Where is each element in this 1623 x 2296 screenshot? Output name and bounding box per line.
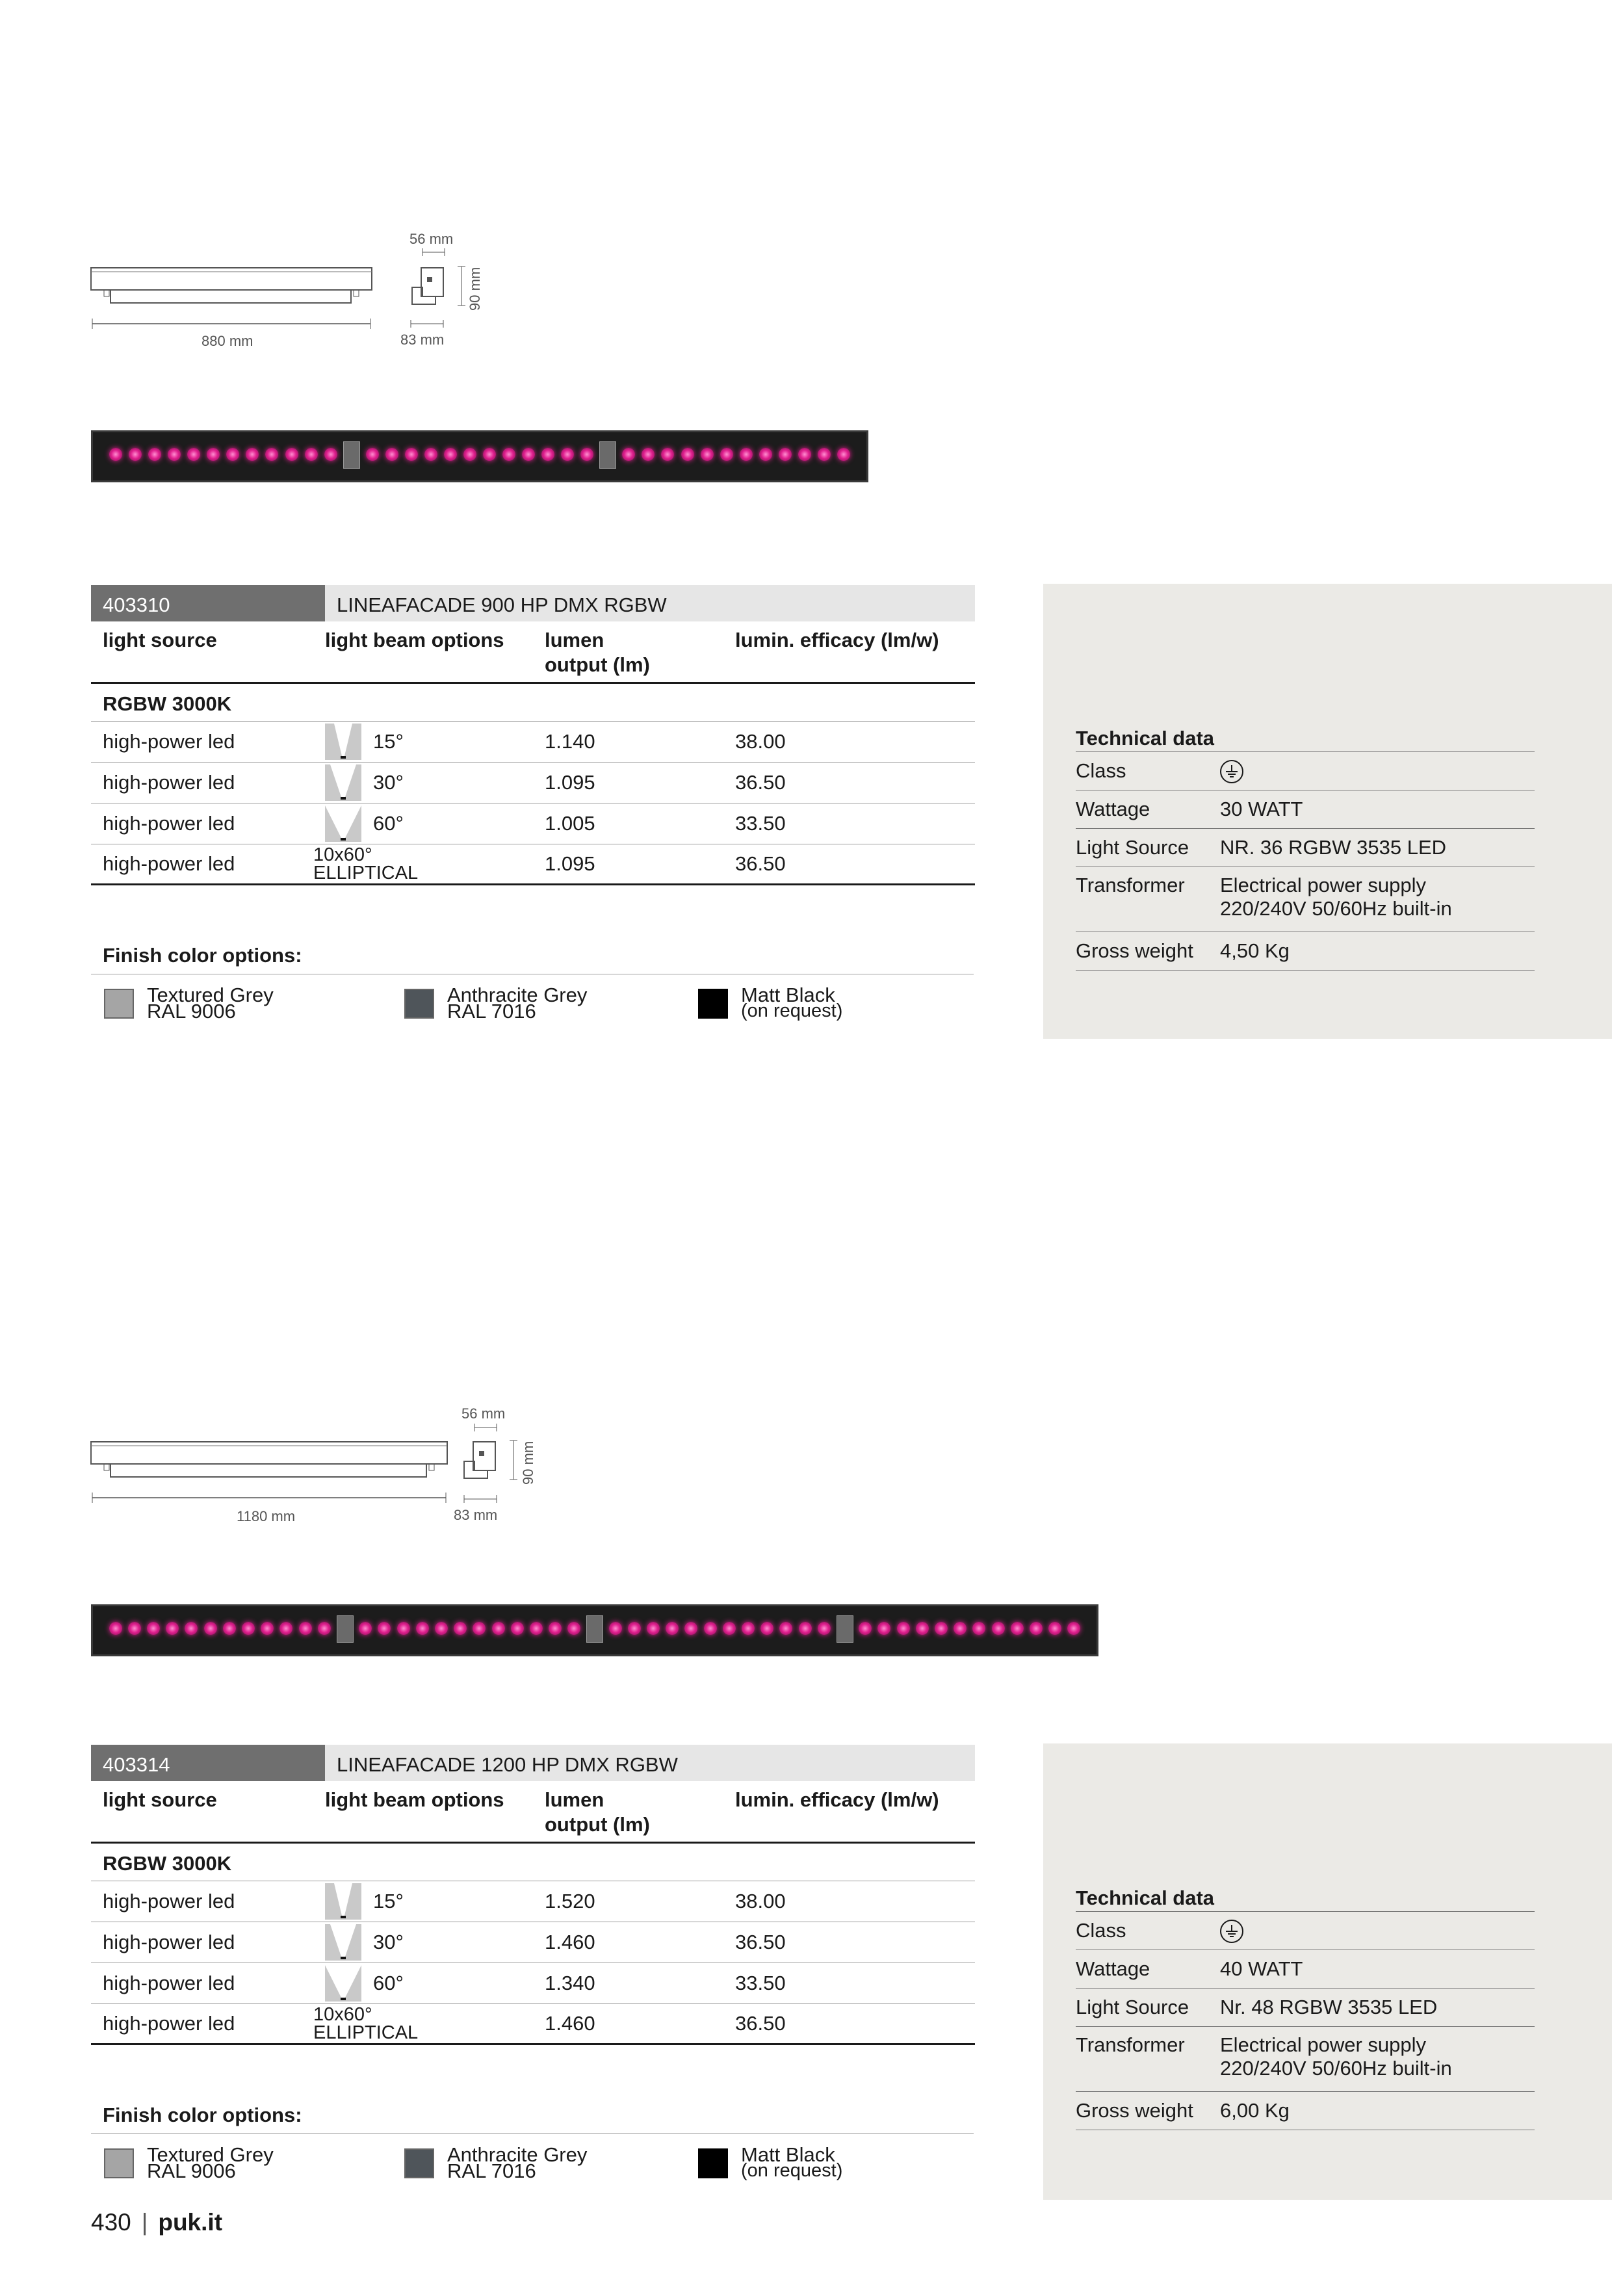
- led-dot: [720, 448, 733, 461]
- led-dot: [305, 448, 318, 461]
- led-dot: [1030, 1622, 1043, 1635]
- tech-class-label: Class: [1076, 759, 1126, 782]
- led-dot: [992, 1622, 1005, 1635]
- led-dot: [684, 1622, 697, 1635]
- beam-15-icon: [325, 1883, 361, 1920]
- drawing-width-label: 56 mm: [461, 1405, 506, 1422]
- earth-ground-icon: [1220, 760, 1243, 783]
- led-dot: [366, 448, 379, 461]
- table-row: [91, 722, 975, 763]
- table-row: [91, 1963, 975, 2004]
- row-source: high-power led: [103, 2012, 235, 2035]
- beam-30-icon: [325, 764, 361, 801]
- row-source: high-power led: [103, 1890, 235, 1912]
- drawing-depth-label: 83 mm: [454, 1507, 498, 1523]
- drawing-length-label: 880 mm: [201, 333, 253, 349]
- col-beam-options: light beam options: [325, 629, 504, 651]
- led-dot: [818, 1622, 831, 1635]
- tech-weight-label: Gross weight: [1076, 939, 1193, 962]
- led-dot: [642, 448, 655, 461]
- finish-label: Matt Black (on request): [741, 2143, 843, 2181]
- led-dot: [416, 1622, 429, 1635]
- row-lumen: 1.095: [545, 852, 595, 875]
- led-dot: [492, 1622, 505, 1635]
- tech-title: Technical data: [1076, 1885, 1535, 1912]
- col-lumen-output: lumen output (lm): [545, 1788, 650, 1836]
- finish-label: Matt Black (on request): [741, 984, 843, 1021]
- led-connector: [837, 1615, 853, 1643]
- group-label: RGBW 3000K: [91, 1844, 975, 1881]
- led-dot: [530, 1622, 543, 1635]
- product-1-led-bar-photo: [91, 430, 868, 482]
- led-dot: [1067, 1622, 1080, 1635]
- table-row: [91, 844, 975, 885]
- led-dot: [444, 448, 457, 461]
- led-dot: [954, 1622, 967, 1635]
- tech-weight: 6,00 Kg: [1220, 2099, 1290, 2122]
- table-row: [91, 803, 975, 844]
- product-name: LINEAFACADE 900 HP DMX RGBW: [325, 585, 975, 621]
- col-efficacy: lumin. efficacy (lm/w): [735, 629, 939, 651]
- led-dot: [704, 1622, 717, 1635]
- led-connector: [599, 441, 616, 469]
- led-dot: [628, 1622, 641, 1635]
- tech-source: NR. 36 RGBW 3535 LED: [1220, 836, 1447, 859]
- table-row: [91, 2004, 975, 2045]
- site-link[interactable]: puk.it: [158, 2209, 223, 2236]
- row-efficacy: 33.50: [735, 1972, 786, 1994]
- tech-transformer-label: Transformer: [1076, 2033, 1185, 2056]
- beam-60-icon: [325, 1965, 361, 2002]
- table-row: [91, 1922, 975, 1963]
- group-label: RGBW 3000K: [91, 684, 975, 722]
- tech-class-label: Class: [1076, 1919, 1126, 1942]
- drawing-height-label: 90 mm: [467, 267, 483, 311]
- led-dot: [204, 1622, 217, 1635]
- row-efficacy: 36.50: [735, 771, 786, 794]
- led-dot: [740, 448, 753, 461]
- row-lumen: 1.460: [545, 2012, 595, 2035]
- finish-title: Finish color options:: [103, 2104, 302, 2126]
- drawing-width-label: 56 mm: [409, 231, 454, 247]
- row-efficacy: 38.00: [735, 1890, 786, 1912]
- led-dot: [359, 1622, 372, 1635]
- product-2-tech-data: [1076, 1885, 1535, 2130]
- tech-transformer-label: Transformer: [1076, 874, 1185, 896]
- led-dot: [580, 448, 593, 461]
- led-connector: [337, 1615, 354, 1643]
- row-source: high-power led: [103, 730, 235, 753]
- led-dot: [226, 448, 239, 461]
- tech-source-label: Light Source: [1076, 836, 1189, 859]
- led-dot: [609, 1622, 622, 1635]
- led-dot: [541, 448, 554, 461]
- tech-wattage-label: Wattage: [1076, 798, 1150, 820]
- led-dot: [799, 1622, 812, 1635]
- led-dot: [109, 1622, 122, 1635]
- tech-transformer-line2: 220/240V 50/60Hz built-in: [1220, 897, 1452, 920]
- led-dot: [299, 1622, 312, 1635]
- product-1-table: [91, 585, 975, 885]
- beam-15-icon: [325, 724, 361, 760]
- beam-60-icon: [325, 805, 361, 842]
- row-lumen: 1.520: [545, 1890, 595, 1912]
- row-source: high-power led: [103, 852, 235, 875]
- row-beam-line2: ELLIPTICAL: [313, 863, 419, 883]
- beam-30-icon: [325, 1924, 361, 1961]
- led-dot: [148, 448, 161, 461]
- led-connector: [343, 441, 360, 469]
- led-dot: [742, 1622, 755, 1635]
- led-dot: [723, 1622, 736, 1635]
- led-dot: [405, 448, 418, 461]
- led-dot: [798, 448, 811, 461]
- led-dot: [647, 1622, 660, 1635]
- led-dot: [1011, 1622, 1024, 1635]
- led-dot: [483, 448, 496, 461]
- product-name: LINEAFACADE 1200 HP DMX RGBW: [325, 1745, 975, 1781]
- row-beam: 15°: [373, 1890, 404, 1912]
- led-dot: [666, 1622, 679, 1635]
- row-efficacy: 36.50: [735, 2012, 786, 2035]
- finish-label: Textured Grey RAL 9006: [147, 2143, 274, 2182]
- table-row: [91, 1881, 975, 1922]
- tech-wattage: 40 WATT: [1220, 1957, 1303, 1980]
- led-dot: [463, 448, 476, 461]
- finish-label: Anthracite Grey RAL 7016: [447, 984, 588, 1023]
- led-dot: [511, 1622, 524, 1635]
- row-efficacy: 36.50: [735, 852, 786, 875]
- tech-title: Technical data: [1076, 725, 1535, 752]
- led-dot: [454, 1622, 467, 1635]
- led-dot: [285, 448, 298, 461]
- swatch-matt-black: [698, 2148, 728, 2178]
- led-dot: [378, 1622, 391, 1635]
- led-dot: [681, 448, 694, 461]
- tech-wattage: 30 WATT: [1220, 798, 1303, 820]
- led-dot: [935, 1622, 948, 1635]
- led-dot: [473, 1622, 486, 1635]
- col-lumen-output: lumen output (lm): [545, 629, 650, 676]
- led-dot: [207, 448, 220, 461]
- swatch-anthracite-grey: [404, 989, 434, 1019]
- led-dot: [324, 448, 337, 461]
- led-dot: [109, 448, 122, 461]
- tech-transformer-line1: Electrical power supply: [1220, 2033, 1427, 2056]
- finish-label: Anthracite Grey RAL 7016: [447, 2143, 588, 2182]
- row-efficacy: 36.50: [735, 1931, 786, 1953]
- led-dot: [502, 448, 515, 461]
- product-1-drawing: [84, 221, 500, 351]
- row-beam: 60°: [373, 1972, 404, 1994]
- col-efficacy: lumin. efficacy (lm/w): [735, 1788, 939, 1811]
- row-beam-line1: 10x60°: [313, 844, 372, 865]
- led-dot: [424, 448, 437, 461]
- tech-weight: 4,50 Kg: [1220, 939, 1290, 962]
- drawing-depth-label: 83 mm: [400, 332, 445, 348]
- row-lumen: 1.140: [545, 730, 595, 753]
- row-lumen: 1.095: [545, 771, 595, 794]
- led-dot: [147, 1622, 160, 1635]
- led-connector: [586, 1615, 603, 1643]
- row-source: high-power led: [103, 1972, 235, 1994]
- row-beam: 30°: [373, 1931, 404, 1953]
- led-dot: [549, 1622, 562, 1635]
- led-dot: [397, 1622, 410, 1635]
- led-dot: [897, 1622, 910, 1635]
- tech-source: Nr. 48 RGBW 3535 LED: [1220, 1996, 1438, 2018]
- led-dot: [972, 1622, 985, 1635]
- swatch-textured-grey: [104, 2148, 134, 2178]
- row-source: high-power led: [103, 1931, 235, 1953]
- led-dot: [187, 448, 200, 461]
- drawing-length-label: 1180 mm: [237, 1508, 296, 1524]
- tech-weight-label: Gross weight: [1076, 2099, 1193, 2122]
- tech-transformer-line1: Electrical power supply: [1220, 874, 1427, 896]
- led-dot: [561, 448, 574, 461]
- row-source: high-power led: [103, 771, 235, 794]
- row-efficacy: 38.00: [735, 730, 786, 753]
- col-beam-options: light beam options: [325, 1788, 504, 1811]
- swatch-anthracite-grey: [404, 2148, 434, 2178]
- product-1-tech-data: [1076, 725, 1535, 971]
- col-light-source: light source: [103, 1788, 217, 1811]
- led-dot: [223, 1622, 236, 1635]
- finish-divider: [91, 2133, 974, 2134]
- product-code: 403314: [91, 1745, 325, 1781]
- led-dot: [622, 448, 635, 461]
- led-dot: [261, 1622, 274, 1635]
- row-efficacy: 33.50: [735, 812, 786, 835]
- tech-wattage-label: Wattage: [1076, 1957, 1150, 1980]
- led-dot: [242, 1622, 255, 1635]
- led-dot: [522, 448, 535, 461]
- led-dot: [859, 1622, 872, 1635]
- tech-source-label: Light Source: [1076, 1996, 1189, 2018]
- product-2-drawing: [84, 1395, 578, 1532]
- row-beam-line1: 10x60°: [313, 2004, 372, 2025]
- led-dot: [129, 448, 142, 461]
- table-row: [91, 763, 975, 803]
- led-dot: [779, 1622, 792, 1635]
- row-beam: 15°: [373, 730, 404, 753]
- swatch-matt-black: [698, 989, 728, 1019]
- led-dot: [128, 1622, 141, 1635]
- led-dot: [435, 1622, 448, 1635]
- led-dot: [166, 1622, 179, 1635]
- led-dot: [1048, 1622, 1061, 1635]
- row-beam-line2: ELLIPTICAL: [313, 2022, 419, 2043]
- led-dot: [265, 448, 278, 461]
- swatch-textured-grey: [104, 989, 134, 1019]
- row-lumen: 1.005: [545, 812, 595, 835]
- row-beam: 60°: [373, 812, 404, 835]
- led-dot: [246, 448, 259, 461]
- led-dot: [567, 1622, 580, 1635]
- led-dot: [279, 1622, 292, 1635]
- row-lumen: 1.460: [545, 1931, 595, 1953]
- row-lumen: 1.340: [545, 1972, 595, 1994]
- led-dot: [877, 1622, 890, 1635]
- row-source: high-power led: [103, 812, 235, 835]
- led-dot: [318, 1622, 331, 1635]
- led-dot: [759, 448, 772, 461]
- led-dot: [385, 448, 398, 461]
- led-dot: [185, 1622, 198, 1635]
- row-beam: 30°: [373, 771, 404, 794]
- led-dot: [818, 448, 831, 461]
- tech-transformer-line2: 220/240V 50/60Hz built-in: [1220, 2057, 1452, 2080]
- product-2-table: [91, 1745, 975, 2045]
- led-dot: [779, 448, 792, 461]
- led-dot: [760, 1622, 773, 1635]
- drawing-height-label: 90 mm: [520, 1441, 536, 1485]
- led-dot: [837, 448, 850, 461]
- led-dot: [916, 1622, 929, 1635]
- col-light-source: light source: [103, 629, 217, 651]
- product-code: 403310: [91, 585, 325, 621]
- page-footer: 430 | puk.it: [91, 2209, 223, 2236]
- led-dot: [168, 448, 181, 461]
- finish-title: Finish color options:: [103, 944, 302, 967]
- page-number: 430: [91, 2209, 131, 2236]
- led-dot: [661, 448, 674, 461]
- product-2-led-bar-photo: [91, 1604, 1098, 1656]
- finish-label: Textured Grey RAL 9006: [147, 984, 274, 1023]
- led-dot: [701, 448, 714, 461]
- earth-ground-icon: [1220, 1920, 1243, 1943]
